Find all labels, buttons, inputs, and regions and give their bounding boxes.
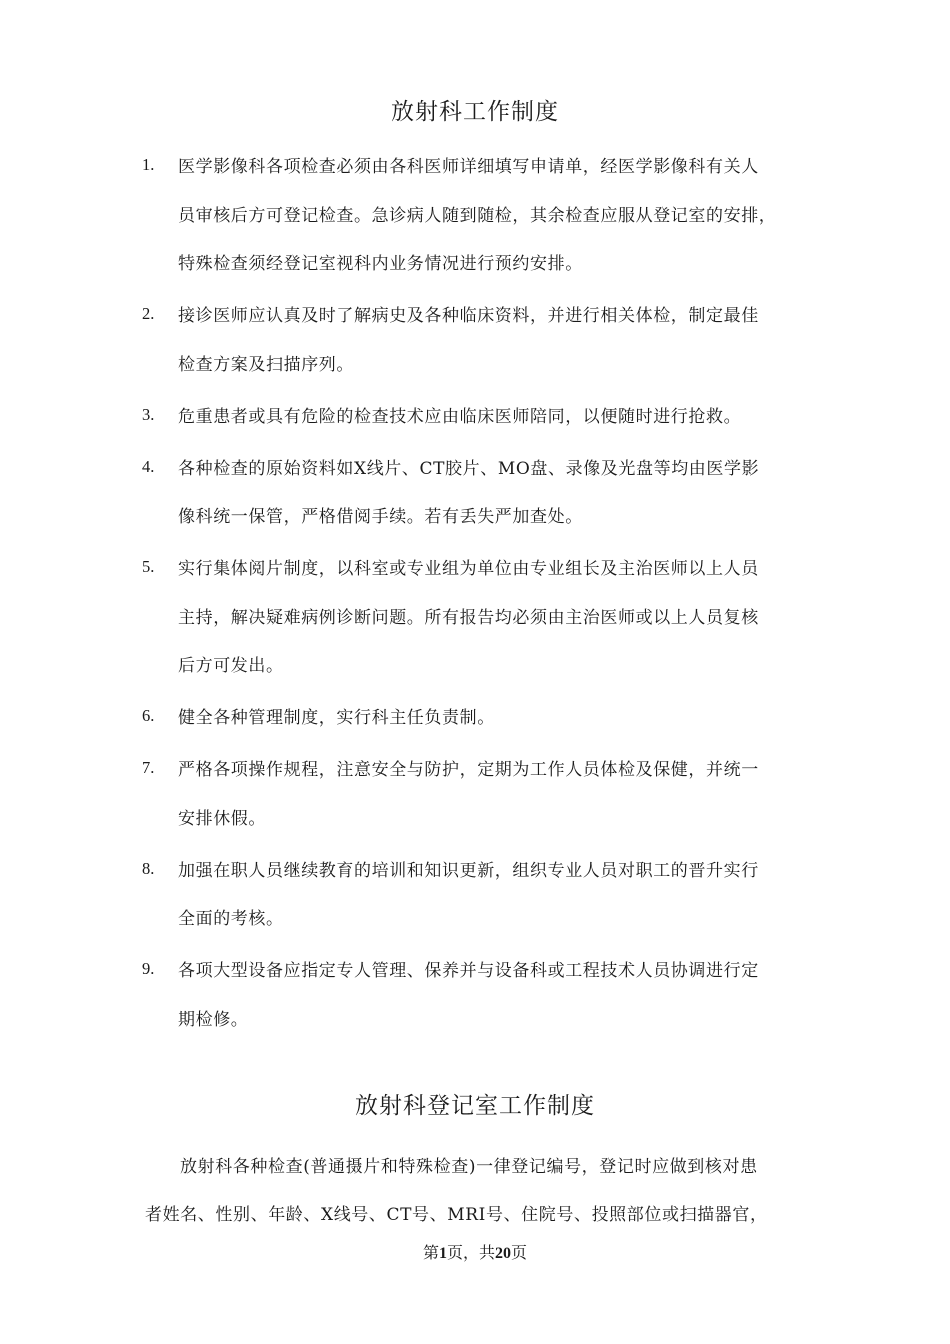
rule-text-line: 特殊检查须经登记室视科内业务情况进行预约安排。 <box>178 254 583 274</box>
paragraph-line: 者姓名、性别、年龄、X线号、CT号、MRI号、住院号、投照部位或扫描器官， <box>145 1205 768 1225</box>
rule-number: 4. <box>142 456 155 476</box>
rule-text-line: 加强在职人员继续教育的培训和知识更新，组织专业人员对职工的晋升实行 <box>178 860 759 881</box>
footer-suffix: 页 <box>511 1243 528 1262</box>
rule-text-line: 检查方案及扫描序列。 <box>178 354 354 375</box>
rule-text-line: 期检修。 <box>178 1009 249 1030</box>
rule-text-line: 各种检查的原始资料如X线片、CT胶片、MO盘、录像及光盘等均由医学影 <box>178 458 760 479</box>
section-title-registration: 放射科登记室工作制度 <box>355 1093 595 1119</box>
rule-text-line: 后方可发出。 <box>178 656 284 676</box>
rule-text-line: 员审核后方可登记检查。急诊病人随到随检，其余检查应服从登记室的安排， <box>178 205 777 226</box>
rule-text-line: 主持，解决疑难病例诊断问题。所有报告均必须由主治医师或以上人员复核 <box>178 607 759 628</box>
current-page-number: 1 <box>438 1245 447 1262</box>
rule-text-line: 健全各种管理制度，实行科主任负责制。 <box>178 708 495 728</box>
footer-prefix: 第 <box>422 1243 439 1262</box>
rule-number: 2. <box>142 304 155 323</box>
rule-text-line: 实行集体阅片制度，以科室或专业组为单位由专业组长及主治医师以上人员 <box>178 559 759 579</box>
rule-number: 8. <box>142 858 155 878</box>
section-title-radiology: 放射科工作制度 <box>391 99 559 125</box>
paragraph-line: 放射科各种检查(普通摄片和特殊检查)一律登记编号，登记时应做到核对患 <box>180 1157 758 1177</box>
rule-text-line: 各项大型设备应指定专人管理、保养并与设备科或工程技术人员协调进行定 <box>178 961 759 981</box>
rule-text-line: 安排休假。 <box>178 808 266 829</box>
rule-text-line: 严格各项操作规程，注意安全与防护，定期为工作人员体检及保健，并统一 <box>178 760 759 780</box>
rule-text-line: 接诊医师应认真及时了解病史及各种临床资料，并进行相关体检，制定最佳 <box>178 306 759 326</box>
rule-text-line: 全面的考核。 <box>178 909 284 929</box>
rule-text-line: 危重患者或具有危险的检查技术应由临床医师陪同，以便随时进行抢救。 <box>178 406 742 427</box>
rule-number: 7. <box>142 758 155 777</box>
rule-number: 9. <box>142 959 155 978</box>
rule-number: 6. <box>142 706 155 725</box>
rule-text-line: 像科统一保管，严格借阅手续。若有丢失严加查处。 <box>178 507 583 527</box>
total-page-number: 20 <box>495 1245 511 1262</box>
rule-number: 1. <box>142 155 155 174</box>
rule-number: 3. <box>142 404 155 424</box>
rule-number: 5. <box>142 557 155 576</box>
footer-middle: 页，共 <box>446 1243 495 1262</box>
rule-text-line: 医学影像科各项检查必须由各科医师详细填写申请单，经医学影像科有关人 <box>178 157 759 177</box>
page-footer <box>0 1240 950 1263</box>
